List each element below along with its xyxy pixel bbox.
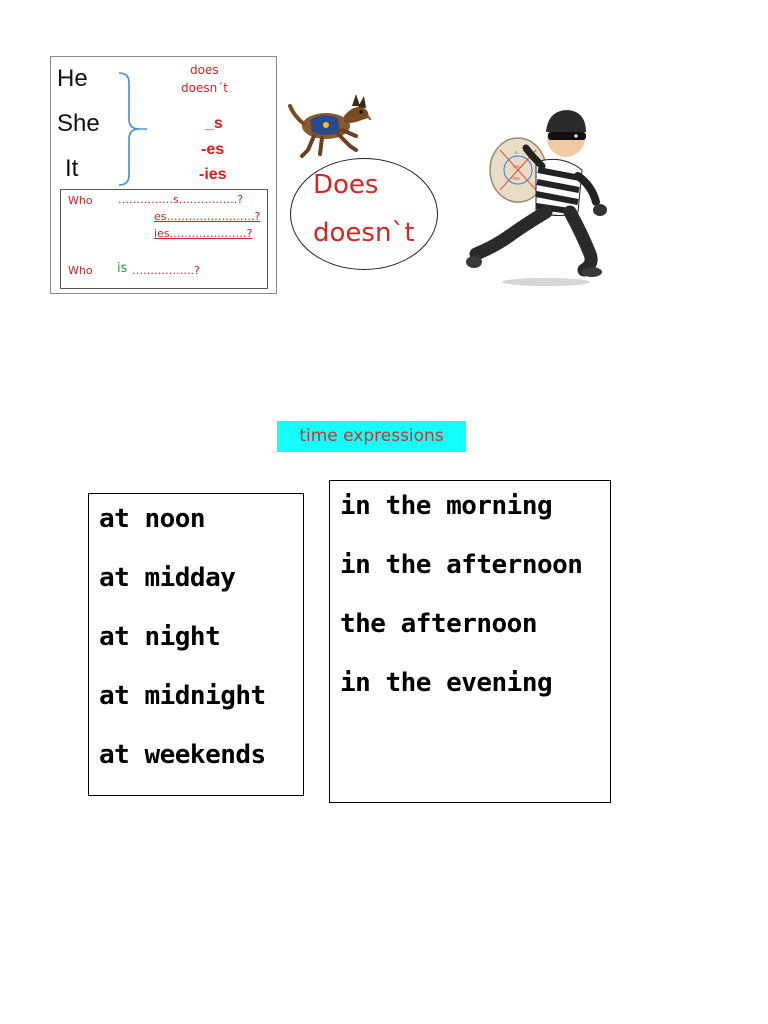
pattern-s: ……………s…………….? [118, 193, 244, 206]
sack-label-es: -es [512, 164, 520, 170]
pattern-es: es……………………? [154, 210, 261, 223]
expression-item: in the afternoon [340, 550, 583, 580]
pattern-ies: ies…………………? [154, 227, 253, 240]
ending-s: _s [205, 115, 223, 132]
pronoun-she: She [57, 110, 100, 137]
in-expressions-box [329, 480, 611, 803]
at-expressions-box [88, 493, 304, 796]
pronoun-he: He [57, 65, 88, 92]
aux-does: does [190, 63, 219, 77]
grammar-card [50, 56, 277, 294]
pattern-is: is [117, 261, 128, 276]
expression-item: at midday [99, 563, 236, 593]
sack-label-s: s [515, 150, 518, 156]
who-label: Who [68, 194, 93, 207]
expression-item: at noon [99, 504, 206, 534]
curly-brace-icon [115, 71, 149, 187]
bubble-doesnt: doesn`t [313, 218, 415, 248]
thief-icon [466, 104, 622, 288]
expression-item: the afternoon [340, 609, 537, 639]
ending-ies: -ies [199, 166, 227, 183]
sack-label-ies: -ies [511, 176, 520, 182]
expression-item: in the morning [340, 491, 553, 521]
expression-item: at weekends [99, 740, 266, 770]
who-label-2: Who [68, 264, 93, 277]
page-title: time expressions [277, 421, 466, 452]
bubble-does: Does [313, 170, 379, 200]
pattern-is-dots: ……………..? [132, 264, 200, 277]
ending-es: -es [201, 141, 225, 158]
expression-item: at night [99, 622, 221, 652]
expression-item: at midnight [99, 681, 266, 711]
expression-item: in the evening [340, 668, 553, 698]
police-dog-icon [286, 86, 378, 164]
who-question-box [60, 189, 268, 289]
pronoun-it: It [65, 155, 79, 182]
aux-doesnt: doesn´t [181, 81, 228, 95]
